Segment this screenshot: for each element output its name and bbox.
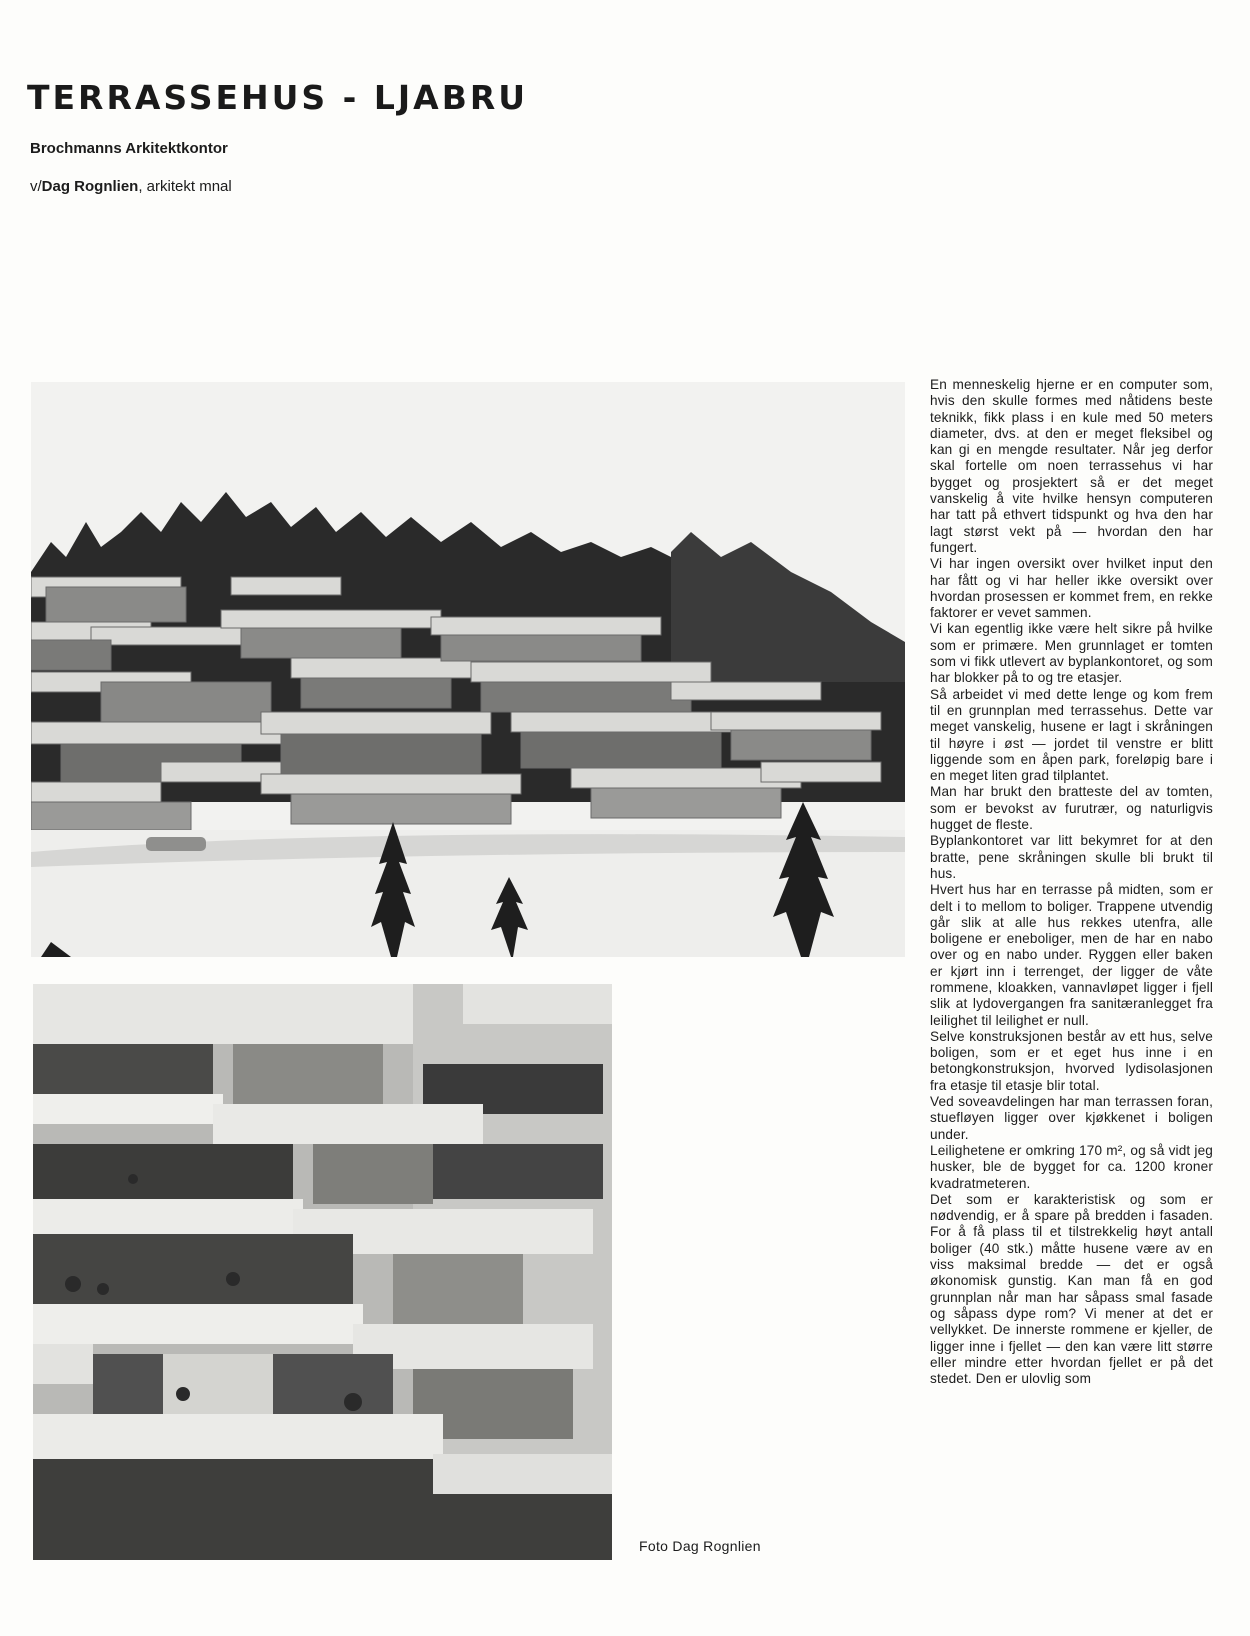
article-paragraph: Ved soveavdelingen har man terrassen foran, stuefløyen ligger over kjøkkenet i boligen under. [930,1094,1213,1142]
article-paragraph: Leilighetene er omkring 170 m², og så vidt jeg husker, ble de bygget for ca. 1200 kroner kvadratmeteren. [930,1142,1213,1191]
article-paragraph: Vi har ingen oversikt over hvilket input den har fått og vi har heller ikke oversikt over hvordan prosessen er kommet frem, en rekke faktorer er vevet sammen. [930,556,1213,621]
article-paragraph: Man har brukt den bratteste del av tomten, som er bevokst av furutrær, og naturligvis hugget de fleste. [930,784,1213,833]
terrace-closeup-photo [33,984,612,1560]
article-paragraph: Selve konstruksjonen består av ett hus, selve boligen, som er et eget hus inne i en betongkonstruksjon, hvorved lydisolasjonen fra etasje til etasje blir total. [930,1028,1213,1093]
article-paragraph: En menneskelig hjerne er en computer som, hvis den skulle formes med nåtidens beste teknikk, fikk plass i en kule med 50 meters diameter, dvs. at den er meget fleksibel og kan gi en mengde resultater. Når jeg derfor skal fortelle om noen terrassehus vi har bygget og prosjektert så er det meget vanskelig å vite hvilke hensyn computeren har tatt på ethvert tidspunkt og hva den har lagt størst vekt på — hvordan den har fungert. [930,377,1213,555]
article-paragraph: Byplankontoret var litt bekymret for at den bratte, pene skråningen skulle bli brukt til hus. [930,833,1213,881]
article-paragraph: Så arbeidet vi med dette lenge og kom frem til en grunnplan med terrassehus. Dette var meget vanskelig, husene er lagt i skråningen til høyre i øst — jordet til venstre er blitt liggende som en åpen park, foreløpig bare i en meget liten grad tilplantet. [930,686,1213,784]
article-paragraph: Vi kan egentlig ikke være helt sikre på hvilke som er primære. Men grunnlaget er tomten som vi fikk utlevert av byplankontoret, og som har blokker på to og tre etasjer. [930,621,1213,686]
photo-credit: Foto Dag Rognlien [639,1538,761,1554]
article-paragraph: Hvert hus har en terrasse på midten, som er delt i to mellom to boliger. Trappene utvendig går slik at alle hus rekkes utenfra, alle boligene er eneboliger, men de har en nabo over og en nabo under. Ryggen eller baken er kjørt inn i terrenget, der ligger de våte rommene, kloakken, vannavløpet ligger i fjell slik at lydovergangen fra sanitæranlegget fra leilighet til leilighet er null. [930,882,1213,1028]
article-body [930,377,1213,1387]
article-paragraph: Det som er karakteristisk og som er nødvendig, er å spare på bredden i fasaden. For å få plass til et tilstrekkelig høyt antall boliger (40 stk.) måtte husene være av en viss maksimal bredde — det er også økonomisk gunstig. Kan man få en god grunnplan når man har såpass smal fasade og såpass dype rom? Vi mener at det er vellykket. De innerste rommene er kjeller, de ligger inne i fjellet — den kan være litt større eller mindre etter hvordan fjellet er på det stedet. Den er ulovlig som [930,1191,1213,1387]
article-title: TERRASSEHUS - LJABRU [27,78,529,117]
hillside-terrace-illustration [31,382,905,957]
terrace-closeup-illustration [33,984,612,1560]
byline-suffix: , arkitekt mnal [138,178,232,195]
hillside-terrace-photo [31,382,905,957]
byline-name: Dag Rognlien [41,178,139,195]
byline [30,178,232,195]
byline-prefix: v/ [30,178,42,195]
architect-office: Brochmanns Arkitektkontor [30,140,228,157]
